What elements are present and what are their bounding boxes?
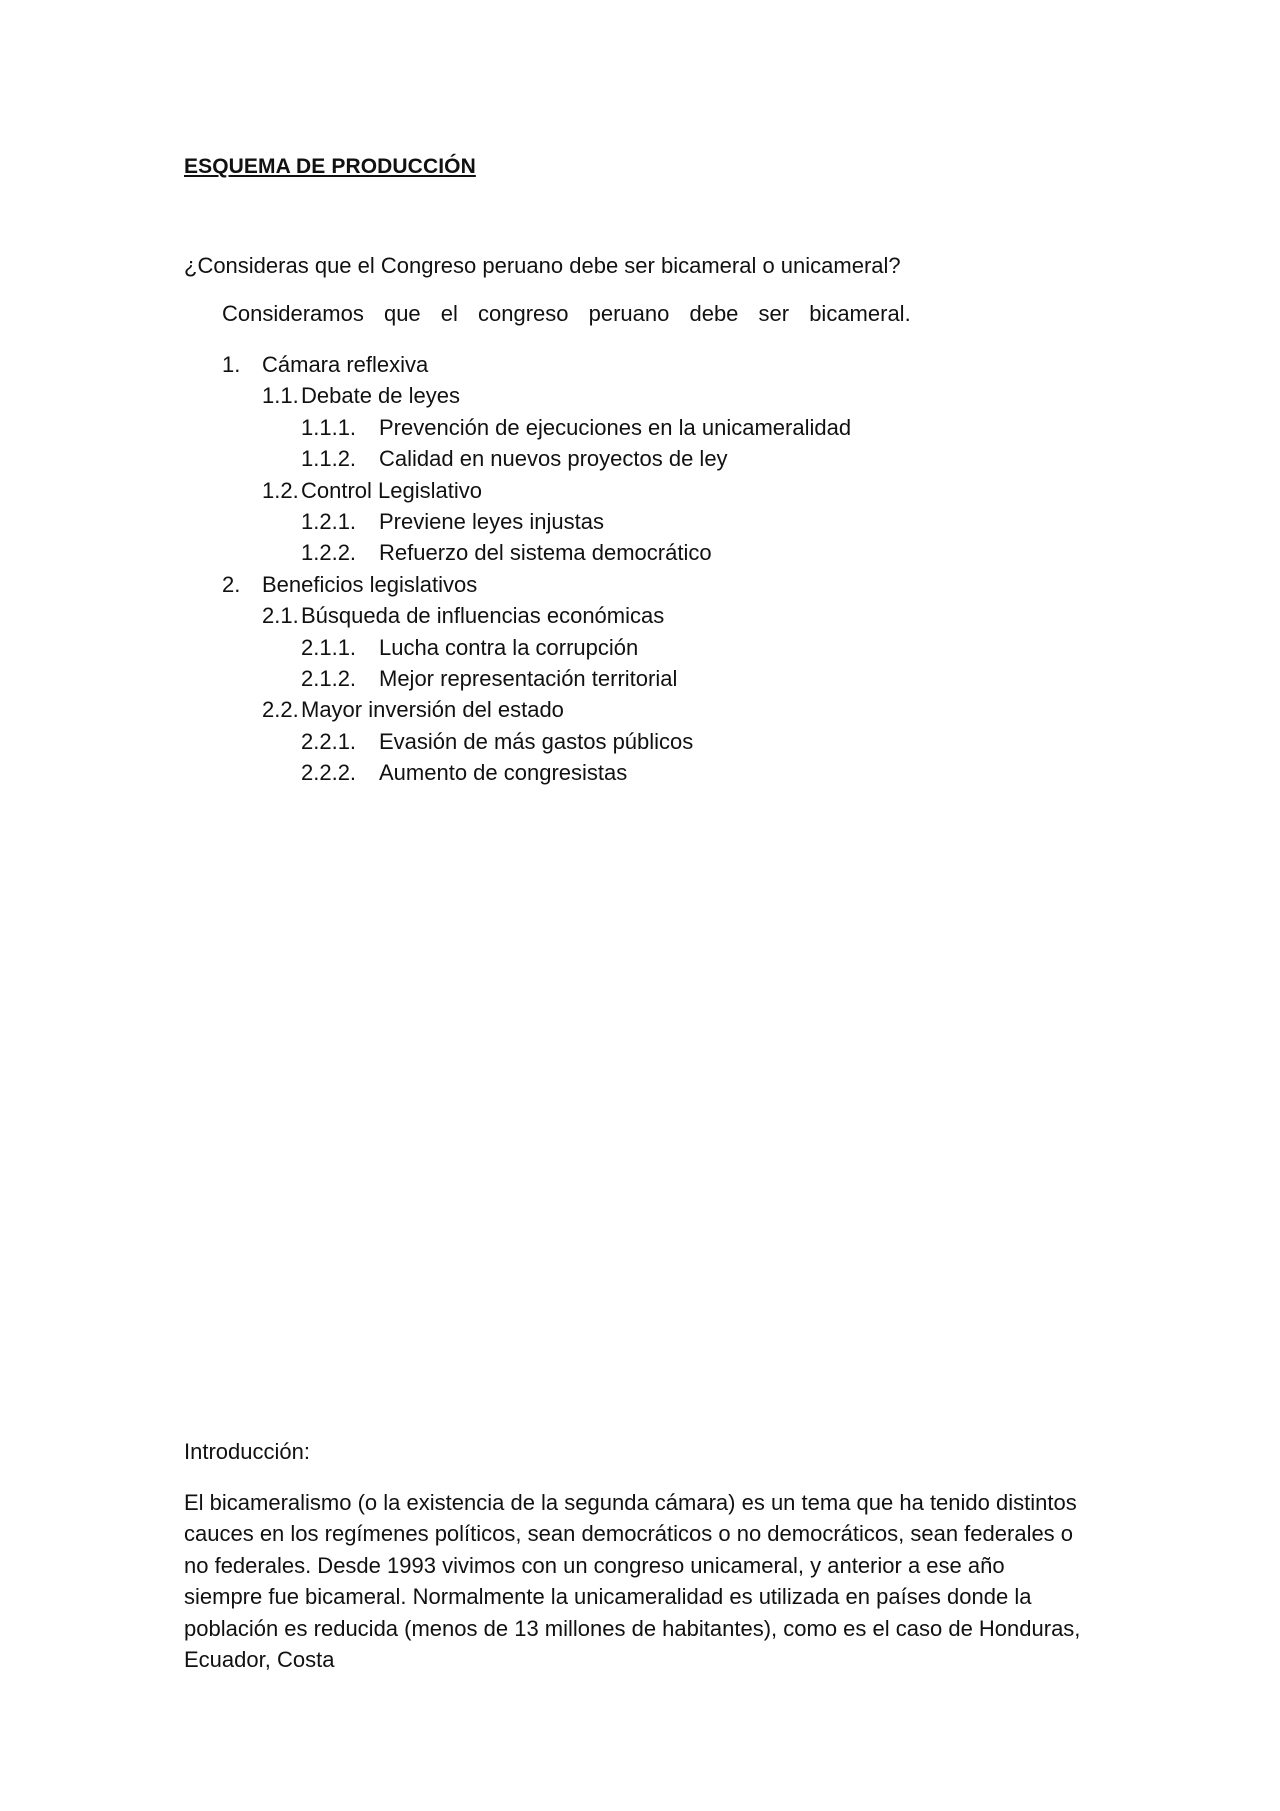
document-title: ESQUEMA DE PRODUCCIÓN — [184, 155, 476, 178]
question-text: ¿Consideras que el Congreso peruano debe ser bicameral o unicameral? — [184, 253, 901, 278]
intro-body: El bicameralismo (o la existencia de la segunda cámara) es un tema que ha tenido distintos cauces en los regímenes políticos, sean democráticos o no democráticos, sean federales o no federales. Desde 1993 vivimos con un congreso unicameral, y anterior a ese año siempre fue bicameral. Normalmente la unicameralidad es utilizada en países donde la población es reducida (menos de 13 millones de habitantes), como es el caso de Honduras, Ecuador, Costa — [184, 1490, 1081, 1673]
outline-item-label: Cámara reflexiva — [262, 352, 429, 377]
outline-item-label: Evasión de más gastos públicos — [379, 728, 694, 754]
outline-item-number: 2.1.1. — [301, 634, 357, 660]
outline-item-label: Calidad en nuevos proyectos de ley — [379, 446, 728, 472]
answer-text: Consideramos que el congreso peruano debe ser bicameral. — [222, 301, 911, 326]
outline-item-label: Refuerzo del sistema democrático — [379, 540, 712, 566]
outline-item-number: 1.2.2. — [301, 540, 357, 566]
outline-item-label: Previene leyes injustas — [379, 508, 605, 534]
intro-heading: Introducción: — [184, 1439, 310, 1464]
outline-item-label: Control Legislativo — [301, 477, 482, 503]
outline-item-number: 1.1.1. — [301, 414, 357, 440]
outline-item-label: Búsqueda de influencias económicas — [301, 603, 665, 629]
outline-item-label: Aumento de congresistas — [379, 760, 628, 786]
outline-item-number: 2.1.2. — [301, 665, 357, 691]
outline-item-label: Mayor inversión del estado — [301, 697, 564, 723]
outline-item-number: 2.2.1. — [301, 728, 357, 754]
outline-item-number: 2.2. — [262, 697, 299, 723]
outline-item-label: Prevención de ejecuciones en la unicameralidad — [379, 414, 852, 440]
outline-item-label: Beneficios legislativos — [262, 571, 478, 597]
outline-item-number: 1. — [222, 352, 241, 377]
outline-item-number: 1.1. — [262, 383, 299, 409]
outline-item-label: Mejor representación territorial — [379, 665, 678, 691]
outline-item-number: 1.1.2. — [301, 446, 357, 472]
outline-item-number: 2. — [222, 571, 241, 597]
outline-item-number: 1.2. — [262, 477, 299, 503]
outline-item-label: Lucha contra la corrupción — [379, 634, 639, 660]
outline-item-label: Debate de leyes — [301, 383, 460, 409]
outline-item-number: 1.2.1. — [301, 508, 357, 534]
outline-item-number: 2.1. — [262, 603, 299, 629]
outline-item-number: 2.2.2. — [301, 760, 357, 786]
